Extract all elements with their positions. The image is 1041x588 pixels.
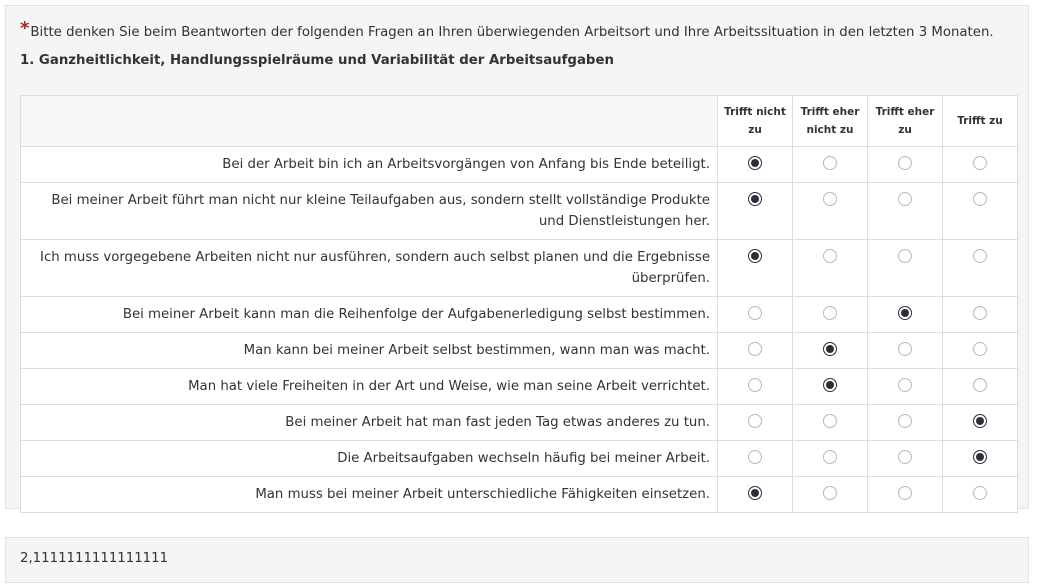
answer-cell[interactable] bbox=[943, 477, 1018, 513]
radio-button[interactable] bbox=[898, 156, 912, 170]
table-row bbox=[21, 297, 1018, 333]
row-statement: Bei meiner Arbeit hat man fast jeden Tag etwas anderes zu tun. bbox=[21, 405, 718, 441]
row-statement: Man kann bei meiner Arbeit selbst bestimmen, wann man was macht. bbox=[21, 333, 718, 369]
answer-cell[interactable] bbox=[718, 297, 793, 333]
radio-button[interactable] bbox=[973, 486, 987, 500]
radio-button[interactable] bbox=[973, 192, 987, 206]
answer-cell[interactable] bbox=[868, 441, 943, 477]
radio-button-selected[interactable] bbox=[823, 378, 837, 392]
radio-button[interactable] bbox=[973, 156, 987, 170]
radio-button[interactable] bbox=[823, 192, 837, 206]
answer-cell[interactable] bbox=[793, 441, 868, 477]
table-row bbox=[21, 477, 1018, 513]
row-statement: Man hat viele Freiheiten in der Art und Weise, wie man seine Arbeit verrichtet. bbox=[21, 369, 718, 405]
radio-button-selected[interactable] bbox=[748, 192, 762, 206]
radio-button[interactable] bbox=[748, 306, 762, 320]
answer-cell[interactable] bbox=[718, 441, 793, 477]
radio-button[interactable] bbox=[823, 486, 837, 500]
radio-button[interactable] bbox=[898, 249, 912, 263]
radio-button[interactable] bbox=[898, 378, 912, 392]
answer-cell[interactable] bbox=[943, 333, 1018, 369]
table-row bbox=[21, 441, 1018, 477]
answer-cell[interactable] bbox=[868, 147, 943, 183]
answer-cell[interactable] bbox=[793, 147, 868, 183]
answer-cell[interactable] bbox=[943, 441, 1018, 477]
radio-button[interactable] bbox=[823, 306, 837, 320]
answer-cell[interactable] bbox=[868, 183, 943, 240]
radio-button[interactable] bbox=[748, 378, 762, 392]
answer-matrix bbox=[20, 95, 1018, 513]
answer-cell[interactable] bbox=[868, 369, 943, 405]
answer-cell[interactable] bbox=[868, 405, 943, 441]
answer-cell[interactable] bbox=[793, 240, 868, 297]
answer-cell[interactable] bbox=[718, 183, 793, 240]
required-asterisk: * bbox=[20, 18, 30, 39]
answer-cell[interactable] bbox=[943, 405, 1018, 441]
table-row bbox=[21, 333, 1018, 369]
radio-button[interactable] bbox=[748, 342, 762, 356]
answer-cell[interactable] bbox=[718, 333, 793, 369]
answer-cell[interactable] bbox=[943, 183, 1018, 240]
row-statement: Ich muss vorgegebene Arbeiten nicht nur ausführen, sondern auch selbst planen und die Ergebnisse überprüfen. bbox=[21, 240, 718, 297]
radio-button[interactable] bbox=[898, 342, 912, 356]
answer-cell[interactable] bbox=[868, 297, 943, 333]
table-row bbox=[21, 369, 1018, 405]
column-header-trifft-zu: Trifft zu bbox=[943, 96, 1018, 147]
answer-cell[interactable] bbox=[868, 477, 943, 513]
radio-button[interactable] bbox=[973, 342, 987, 356]
radio-button[interactable] bbox=[748, 450, 762, 464]
radio-button[interactable] bbox=[898, 450, 912, 464]
radio-button-selected[interactable] bbox=[973, 414, 987, 428]
radio-button[interactable] bbox=[973, 306, 987, 320]
instruction-text: Bitte denken Sie beim Beantworten der folgenden Fragen an Ihren überwiegenden Arbeitsort und Ihre Arbeitssituation in den letzten 3 Monaten. bbox=[30, 25, 994, 40]
radio-button[interactable] bbox=[823, 414, 837, 428]
answer-cell[interactable] bbox=[793, 183, 868, 240]
radio-button[interactable] bbox=[898, 414, 912, 428]
radio-button-selected[interactable] bbox=[748, 156, 762, 170]
radio-button[interactable] bbox=[973, 249, 987, 263]
radio-button-selected[interactable] bbox=[748, 249, 762, 263]
answer-cell[interactable] bbox=[793, 297, 868, 333]
radio-button[interactable] bbox=[973, 378, 987, 392]
radio-button-selected[interactable] bbox=[748, 486, 762, 500]
column-header-trifft-nicht-zu: Trifft nicht zu bbox=[718, 96, 793, 147]
table-row bbox=[21, 240, 1018, 297]
radio-button[interactable] bbox=[823, 450, 837, 464]
radio-button[interactable] bbox=[898, 486, 912, 500]
row-statement: Man muss bei meiner Arbeit unterschiedliche Fähigkeiten einsetzen. bbox=[21, 477, 718, 513]
answer-cell[interactable] bbox=[868, 333, 943, 369]
radio-button[interactable] bbox=[748, 414, 762, 428]
radio-button[interactable] bbox=[823, 156, 837, 170]
result-panel bbox=[5, 537, 1029, 583]
answer-cell[interactable] bbox=[868, 240, 943, 297]
column-header-trifft-eher-nicht-zu: Trifft eher nicht zu bbox=[793, 96, 868, 147]
answer-cell[interactable] bbox=[943, 297, 1018, 333]
row-statement: Die Arbeitsaufgaben wechseln häufig bei meiner Arbeit. bbox=[21, 441, 718, 477]
matrix-header-row bbox=[21, 96, 1018, 147]
table-row bbox=[21, 183, 1018, 240]
column-header-trifft-eher-zu: Trifft eher zu bbox=[868, 96, 943, 147]
radio-button-selected[interactable] bbox=[823, 342, 837, 356]
row-statement: Bei meiner Arbeit führt man nicht nur kleine Teilaufgaben aus, sondern stellt vollständige Produkte und Dienstleistungen her. bbox=[21, 183, 718, 240]
answer-cell[interactable] bbox=[718, 405, 793, 441]
answer-cell[interactable] bbox=[793, 405, 868, 441]
answer-cell[interactable] bbox=[718, 147, 793, 183]
answer-cell[interactable] bbox=[943, 147, 1018, 183]
result-value: 2,1111111111111111 bbox=[20, 551, 169, 566]
answer-cell[interactable] bbox=[793, 333, 868, 369]
radio-button-selected[interactable] bbox=[898, 306, 912, 320]
answer-cell[interactable] bbox=[718, 240, 793, 297]
answer-cell[interactable] bbox=[793, 369, 868, 405]
matrix-corner-cell bbox=[21, 96, 718, 147]
question-instruction bbox=[20, 20, 994, 41]
table-row bbox=[21, 147, 1018, 183]
radio-button[interactable] bbox=[823, 249, 837, 263]
table-row bbox=[21, 405, 1018, 441]
row-statement: Bei meiner Arbeit kann man die Reihenfolge der Aufgabenerledigung selbst bestimmen. bbox=[21, 297, 718, 333]
answer-cell[interactable] bbox=[793, 477, 868, 513]
question-panel bbox=[5, 5, 1029, 509]
row-statement: Bei der Arbeit bin ich an Arbeitsvorgängen von Anfang bis Ende beteiligt. bbox=[21, 147, 718, 183]
answer-cell[interactable] bbox=[943, 369, 1018, 405]
matrix-body bbox=[21, 147, 1018, 513]
question-title: 1. Ganzheitlichkeit, Handlungsspielräume und Variabilität der Arbeitsaufgaben bbox=[20, 53, 614, 68]
answer-cell[interactable] bbox=[943, 240, 1018, 297]
answer-cell[interactable] bbox=[718, 477, 793, 513]
radio-button[interactable] bbox=[898, 192, 912, 206]
answer-cell[interactable] bbox=[718, 369, 793, 405]
radio-button-selected[interactable] bbox=[973, 450, 987, 464]
